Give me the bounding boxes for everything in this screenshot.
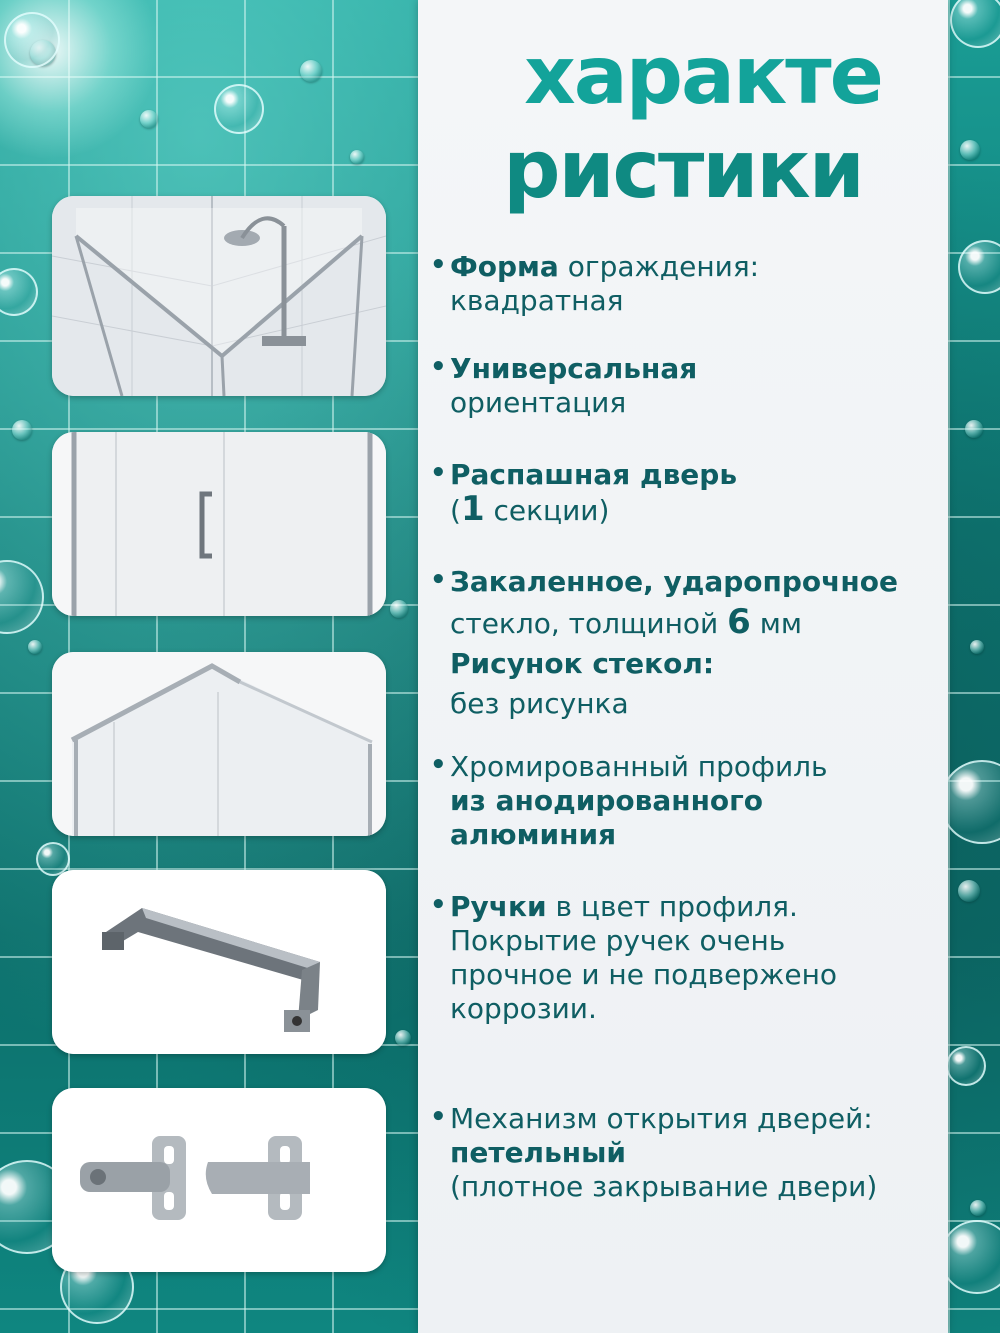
feature-glass-thickness-unit: мм (750, 607, 802, 640)
feature-mechanism (430, 1102, 950, 1204)
glass-door-handle-icon (52, 432, 386, 616)
enclosure-top-profile-icon (52, 652, 386, 836)
feature-door-unit: секции) (484, 494, 610, 527)
feature-profile-line3: алюминия (450, 818, 617, 851)
image-card-profile (52, 652, 386, 836)
feature-shape-rest: ограждения: (558, 250, 760, 283)
water-drop (12, 420, 32, 440)
water-drop (140, 110, 158, 128)
feature-shape-bold: Форма (450, 250, 559, 283)
feature-mechanism-type: петельный (450, 1136, 627, 1169)
feature-orientation-title: Универсальная (450, 352, 698, 385)
feature-glass-pattern-value: без рисунка (450, 687, 629, 720)
feature-glass-title: Закаленное, ударопрочное (450, 565, 898, 598)
feature-shape (430, 250, 950, 318)
feature-shape-value: квадратная (450, 284, 624, 317)
door-hinge-icon (52, 1088, 386, 1272)
bullet-icon: • (430, 750, 447, 780)
page-title-line2: ристики (503, 123, 863, 216)
feature-glass-thickness-value: 6 (727, 602, 751, 642)
feature-handles (430, 890, 950, 1026)
bubble (4, 12, 60, 68)
feature-orientation (430, 352, 950, 420)
feature-handles-rest: в цвет профиля. (546, 890, 798, 923)
water-drop (300, 60, 322, 82)
feature-handles-line2: Покрытие ручек очень (450, 924, 786, 957)
bubble (946, 1046, 986, 1086)
bullet-icon: • (430, 1102, 447, 1132)
feature-door-count: 1 (460, 489, 485, 529)
feature-glass (430, 562, 950, 724)
feature-handles-line3: прочное и не подвержено (450, 958, 838, 991)
feature-handles-line4: коррозии. (450, 992, 597, 1025)
image-card-enclosure (52, 196, 386, 396)
feature-glass-pattern-label: Рисунок стекол: (450, 647, 715, 680)
water-drop (960, 140, 980, 160)
bullet-icon: • (430, 890, 447, 920)
water-drop (350, 150, 364, 164)
shower-enclosure-corner-icon (52, 196, 386, 396)
water-drop (395, 1030, 411, 1046)
water-drop (390, 600, 408, 618)
feature-profile-line1: Хромированный профиль (450, 750, 828, 783)
water-drop (958, 880, 980, 902)
water-drop (970, 640, 984, 654)
feature-door (430, 458, 950, 528)
page-title-line1: характе (524, 29, 882, 122)
image-card-hinge (52, 1088, 386, 1272)
bubble (214, 84, 264, 134)
chrome-handle-icon (52, 870, 386, 1054)
feature-orientation-value: ориентация (450, 386, 627, 419)
image-card-handle (52, 870, 386, 1054)
image-card-door (52, 432, 386, 616)
feature-mechanism-line1: Механизм открытия дверей: (450, 1102, 873, 1135)
bullet-icon: • (430, 250, 447, 280)
content-panel (418, 0, 948, 1333)
feature-door-title: Распашная дверь (450, 458, 738, 491)
feature-profile-line2: из анодированного (450, 784, 764, 817)
bullet-icon: • (430, 352, 447, 382)
feature-glass-thickness-label: стекло, толщиной (450, 607, 728, 640)
water-drop (28, 640, 42, 654)
feature-mechanism-note: (плотное закрывание двери) (450, 1170, 878, 1203)
feature-door-paren: ( (450, 494, 461, 527)
water-drop (970, 1200, 986, 1216)
bullet-icon: • (430, 458, 447, 488)
feature-handles-bold: Ручки (450, 890, 547, 923)
water-drop (965, 420, 983, 438)
bullet-icon: • (430, 565, 447, 595)
feature-profile (430, 750, 950, 852)
